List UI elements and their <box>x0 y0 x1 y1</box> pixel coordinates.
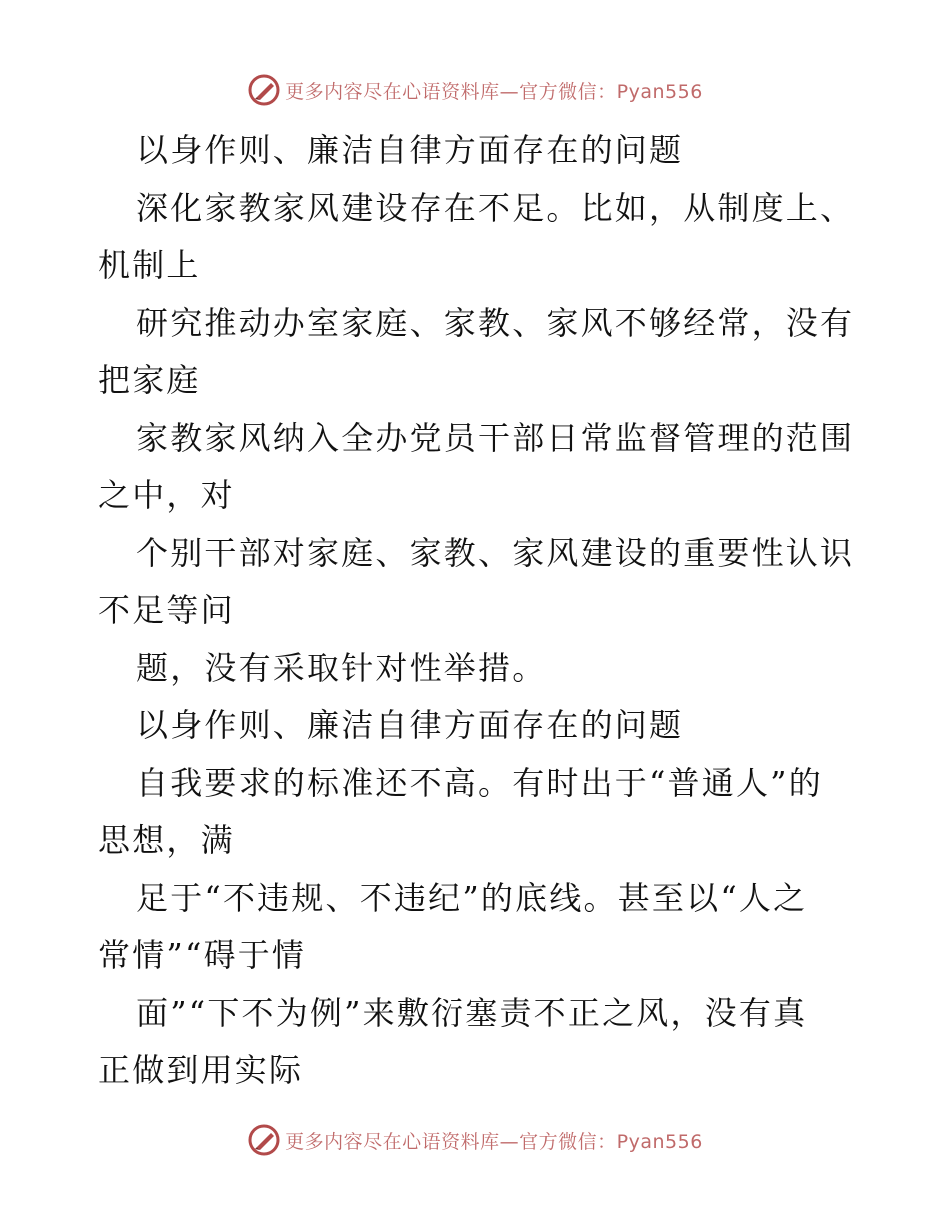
banner-text: 更多内容尽在心语资料库—官方微信：Pyan556 <box>285 80 703 103</box>
text-line: 个别干部对家庭、家教、家风建设的重要性认识 <box>136 533 855 572</box>
text-line: 机制上 <box>98 246 201 284</box>
text-line: 自我要求的标准还不高。有时出于“普通人”的 <box>136 763 823 802</box>
banner-text: 更多内容尽在心语资料库—官方微信：Pyan556 <box>285 1130 703 1153</box>
text-line: 正做到用实际 <box>98 1051 304 1089</box>
text-line: 面”“下不为例”来敷衍塞责不正之风，没有真 <box>136 993 808 1032</box>
text-line: 思想，满 <box>98 821 235 859</box>
text-line: 不足等问 <box>98 591 235 629</box>
pen-logo-icon <box>247 73 281 107</box>
text-line: 研究推动办室家庭、家教、家风不够经常，没有 <box>136 303 855 342</box>
text-line: 把家庭 <box>98 361 201 399</box>
text-line: 常情”“碍于情 <box>98 936 307 974</box>
footer-banner <box>0 1120 950 1160</box>
text-line: 家教家风纳入全办党员干部日常监督管理的范围 <box>136 418 855 457</box>
text-line: 深化家教家风建设存在不足。比如，从制度上、 <box>136 188 855 227</box>
document-body <box>98 122 858 1100</box>
text-line: 以身作则、廉洁自律方面存在的问题 <box>136 131 684 169</box>
text-line: 之中，对 <box>98 476 235 514</box>
text-line: 以身作则、廉洁自律方面存在的问题 <box>136 706 684 744</box>
pen-logo-icon <box>247 1123 281 1157</box>
header-banner <box>0 70 950 110</box>
text-line: 足于“不违规、不违纪”的底线。甚至以“人之 <box>136 878 808 917</box>
text-line: 题，没有采取针对性举措。 <box>136 648 547 687</box>
